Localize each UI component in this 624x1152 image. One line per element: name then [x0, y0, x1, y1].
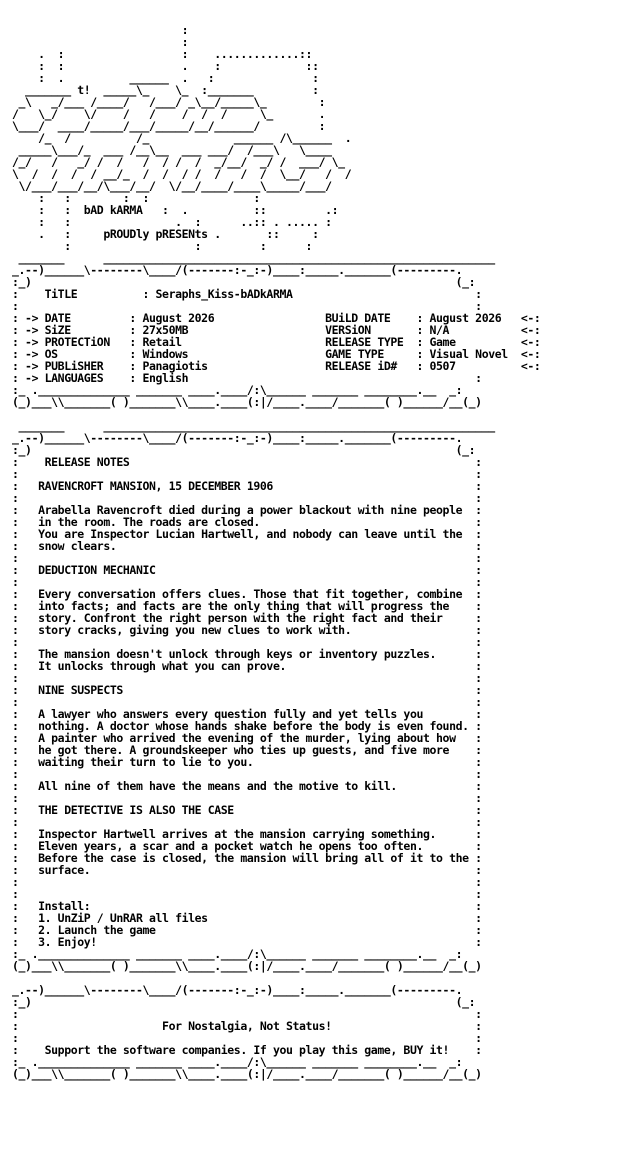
- note-line: : surface. :: [12, 863, 482, 877]
- frame-side: : :: [12, 299, 482, 313]
- note-line: : :: [12, 815, 482, 829]
- frame-top: _.--)______\--------\____/(-------:-_:-)____:_____._______(---------.: [12, 983, 463, 997]
- logo-art-line: _______ t! _____\_ \_ :_______ :: [12, 83, 319, 97]
- logo-art-line: \___/ ____/_____/___/_____/__/______/ :: [12, 119, 326, 133]
- frame-top-border: _______ ____________________________________________________________: [12, 251, 495, 265]
- note-line: : NINE SUSPECTS :: [12, 683, 482, 697]
- frame-top-border: _______ ____________________________________________________________: [12, 419, 495, 433]
- logo-art-line: _\ _/___ /____/ /___/ _\__/_____\_ :: [12, 95, 326, 109]
- note-line: : 1. UnZiP / UnRAR all files :: [12, 911, 482, 925]
- info-row: : -> PUBLiSHER : Panagiotis RELEASE iD# : 0507 <-:: [12, 359, 541, 373]
- note-line: : he got there. A groundskeeper who ties up guests, and five more :: [12, 743, 482, 757]
- logo-art-line: \ / / / / __/_ / / / / / / / \__/ / /: [12, 167, 352, 181]
- note-line: : Every conversation offers clues. Those that fit together, combine :: [12, 587, 482, 601]
- note-line: : :: [12, 887, 482, 901]
- bad-karma-logo: [12, 24, 612, 252]
- logo-art-line: /_/ / _/ / / / / / / _/__/ _/ / ___/ \_: [12, 155, 345, 169]
- note-line: : All nine of them have the means and the motive to kill. :: [12, 779, 482, 793]
- logo-art-line: _____\___/_ ___ /__\__ ___ ___/ /___\ \____: [12, 143, 332, 157]
- frame-top: :_) (_:: [12, 995, 476, 1009]
- logo-art-line: : : bAD kARMA : . :: .:: [12, 203, 339, 217]
- info-row: : -> OS : Windows GAME TYPE : Visual Novel <-:: [12, 347, 541, 361]
- footer-tagline: : For Nostalgia, Not Status! :: [12, 1019, 482, 1033]
- note-line: : Eleven years, a scar and a pocket watch he opens too often. :: [12, 839, 482, 853]
- note-line: : :: [12, 491, 482, 505]
- note-line: : RAVENCROFT MANSION, 15 DECEMBER 1906 :: [12, 479, 482, 493]
- frame-bottom: :_ .______________ _______ ____.____/:\______ _______ ________.__ _:: [12, 947, 463, 961]
- logo-art-line: :: [12, 35, 189, 49]
- logo-art-line: : . ______ . : :: [12, 71, 319, 85]
- note-line: : :: [12, 551, 482, 565]
- info-row: : -> PROTECTiON : Retail RELEASE TYPE : Game <-:: [12, 335, 541, 349]
- note-line: : story. Confront the right person with the right fact and their :: [12, 611, 482, 625]
- frame-side: : :: [12, 1031, 482, 1045]
- logo-art-line: . : pROUDly pRESENts . :: :: [12, 227, 319, 241]
- nfo-document: [12, 24, 612, 1080]
- release-title-row: : TiTLE : Seraphs_Kiss-bADkARMA :: [12, 287, 482, 301]
- logo-art-line: : : : : :: [12, 191, 260, 205]
- note-line: : The mansion doesn't unlock through keys or inventory puzzles. :: [12, 647, 482, 661]
- frame-bottom: (_)___\\_______( )_______\\____.____(:|/____.____/_______( )______/__(_): [12, 1067, 482, 1081]
- info-row: : -> DATE : August 2026 BUiLD DATE : August 2026 <-:: [12, 311, 541, 325]
- note-line: : :: [12, 767, 482, 781]
- frame-top: :_) (_:: [12, 443, 476, 457]
- note-line: : :: [12, 671, 482, 685]
- note-line: : It unlocks through what you can prove. :: [12, 659, 482, 673]
- note-line: : story cracks, giving you new clues to work with. :: [12, 623, 482, 637]
- frame-side: : :: [12, 1007, 482, 1021]
- note-line: : :: [12, 875, 482, 889]
- note-line: : snow clears. :: [12, 539, 482, 553]
- logo-art-line: : : : :: [12, 239, 313, 253]
- note-line: : waiting their turn to lie to you. :: [12, 755, 482, 769]
- note-line: : A painter who arrived the evening of the murder, lying about how :: [12, 731, 482, 745]
- footer-support-note: : Support the software companies. If you play this game, BUY it! :: [12, 1043, 482, 1057]
- note-line: : :: [12, 635, 482, 649]
- frame-top: _.--)______\--------\____/(-------:-_:-)____:_____._______(---------.: [12, 263, 463, 277]
- info-row: : -> SiZE : 27x50MB VERSiON : N/A <-:: [12, 323, 541, 337]
- frame-side: : :: [12, 467, 482, 481]
- note-line: : THE DETECTIVE IS ALSO THE CASE :: [12, 803, 482, 817]
- note-line: : :: [12, 575, 482, 589]
- note-line: : 2. Launch the game :: [12, 923, 482, 937]
- note-line: : nothing. A doctor whose hands shake before the body is even found. :: [12, 719, 482, 733]
- logo-art-line: :: [12, 23, 189, 37]
- logo-art-line: : : . : ::: [12, 59, 319, 73]
- frame-bottom: (_)___\\_______( )_______\\____.____(:|/____.____/_______( )______/__(_): [12, 395, 482, 409]
- frame-bottom: (_)___\\_______( )_______\\____.____(:|/____.____/_______( )______/__(_): [12, 959, 482, 973]
- note-line: : Arabella Ravencroft died during a power blackout with nine people :: [12, 503, 482, 517]
- note-line: : Inspector Hartwell arrives at the mansion carrying something. :: [12, 827, 482, 841]
- logo-art-line: /_ / /_ ______ /\______ .: [12, 131, 352, 145]
- release-notes-heading: : RELEASE NOTES :: [12, 455, 482, 469]
- frame-top: :_) (_:: [12, 275, 476, 289]
- note-line: : You are Inspector Lucian Hartwell, and nobody can leave until the :: [12, 527, 482, 541]
- note-line: : 3. Enjoy! :: [12, 935, 482, 949]
- note-line: : in the room. The roads are closed. :: [12, 515, 482, 529]
- note-line: : Install: :: [12, 899, 482, 913]
- note-line: : Before the case is closed, the mansion will bring all of it to the :: [12, 851, 482, 865]
- note-line: : :: [12, 791, 482, 805]
- logo-art-line: : : . : ..:: . ..... :: [12, 215, 332, 229]
- logo-art-line: \/___/___/__/\___/__/ \/__/____/____\_____/___/: [12, 179, 332, 193]
- note-line: : DEDUCTION MECHANIC :: [12, 563, 482, 577]
- logo-art-line: . : : .............::: [12, 47, 313, 61]
- frame-top: _.--)______\--------\____/(-------:-_:-)____:_____._______(---------.: [12, 431, 463, 445]
- info-row: : -> LANGUAGES : English :: [12, 371, 482, 385]
- frame-bottom: :_ .______________ _______ ____.____/:\______ _______ ________.__ _:: [12, 1055, 463, 1069]
- logo-art-line: / \_/ \/ / / / / / \_ .: [12, 107, 326, 121]
- frame-bottom: :_ .______________ _______ ____.____/:\______ _______ ________.__ _:: [12, 383, 463, 397]
- note-line: : A lawyer who answers every question fully and yet tells you :: [12, 707, 482, 721]
- note-line: : into facts; and facts are the only thing that will progress the :: [12, 599, 482, 613]
- note-line: : :: [12, 695, 482, 709]
